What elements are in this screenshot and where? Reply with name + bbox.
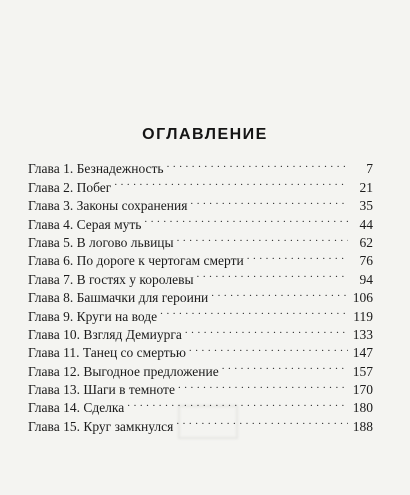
- toc-entry-title: Глава 11. Танец со смертью: [28, 345, 186, 361]
- toc-dot-leader: [190, 192, 348, 210]
- toc-entry-title: Глава 7. В гостях у королевы: [28, 271, 194, 287]
- toc-entry-page: 119: [353, 308, 373, 324]
- toc-entry-title: Глава 1. Безнадежность: [28, 161, 164, 177]
- toc-entry-page: 147: [352, 345, 373, 361]
- toc-heading: ОГЛАВЛЕНИЕ: [142, 126, 268, 143]
- toc-entry-page: 188: [352, 418, 373, 434]
- toc-entry-page: 106: [352, 290, 373, 306]
- toc-dot-leader: [160, 302, 348, 320]
- toc-entry-page: 35: [359, 198, 373, 214]
- toc-list: [28, 155, 373, 434]
- toc-entry-title: Глава 9. Круги на воде: [28, 308, 158, 324]
- toc-entry-page: 44: [359, 216, 373, 232]
- toc-entry-title: Глава 8. Башмачки для героини: [28, 290, 209, 306]
- toc-dot-leader: [114, 173, 348, 191]
- toc-entry-title: Глава 14. Сделка: [28, 400, 125, 416]
- toc-dot-leader: [167, 155, 348, 173]
- toc-entry-title: Глава 4. Серая муть: [28, 216, 142, 232]
- toc-dot-leader: [127, 394, 348, 412]
- toc-entry-title: Глава 5. В логово львицы: [28, 234, 174, 250]
- toc-dot-leader: [211, 284, 348, 302]
- toc-entry-page: 21: [359, 179, 373, 195]
- toc-entry-page: 76: [359, 253, 373, 269]
- toc-dot-leader: [247, 247, 348, 265]
- toc-dot-leader: [222, 357, 348, 375]
- toc-entry: [28, 155, 373, 177]
- toc-dot-leader: [176, 412, 348, 430]
- toc-entry-title: Глава 13. Шаги в темноте: [28, 382, 175, 398]
- toc-entry-page: 180: [352, 400, 373, 416]
- toc-entry-title: Глава 10. Взгляд Демиурга: [28, 326, 182, 342]
- toc-entry-page: 94: [359, 271, 373, 287]
- toc-dot-leader: [197, 265, 348, 283]
- toc-entry-title: Глава 6. По дороге к чертогам смерти: [28, 253, 244, 269]
- toc-dot-leader: [185, 321, 348, 339]
- toc-dot-leader: [177, 229, 348, 247]
- toc-dot-leader: [144, 210, 348, 228]
- toc-entry-title: Глава 2. Побег: [28, 179, 112, 195]
- toc-entry-title: Глава 12. Выгодное предложение: [28, 363, 219, 379]
- toc-entry-page: 133: [352, 326, 373, 342]
- toc-entry-page: 170: [352, 382, 373, 398]
- toc-entry-title: Глава 3. Законы сохранения: [28, 198, 188, 214]
- toc-entry-page: 7: [366, 161, 373, 177]
- toc-entry-title: Глава 15. Круг замкнулся: [28, 418, 174, 434]
- toc-dot-leader: [189, 339, 348, 357]
- toc-entry-page: 62: [359, 234, 373, 250]
- toc-entry-page: 157: [352, 363, 373, 379]
- toc-dot-leader: [178, 376, 348, 394]
